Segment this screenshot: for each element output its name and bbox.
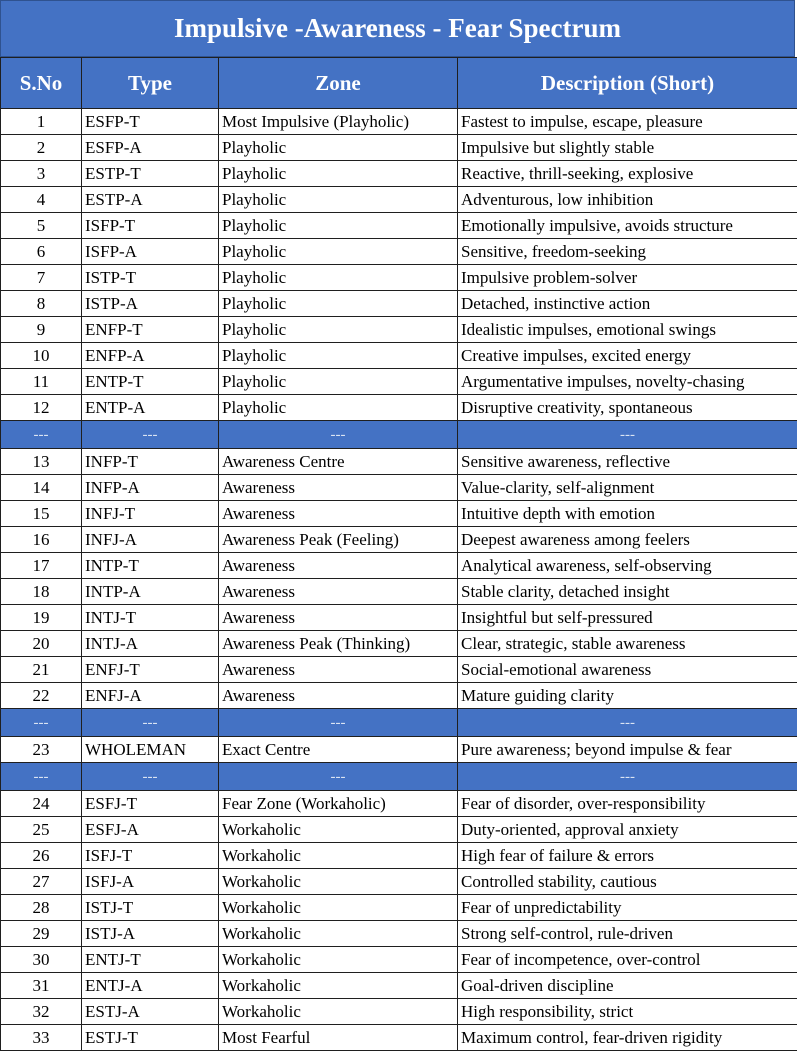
cell-type: ENFP-T	[82, 317, 219, 343]
cell-sno: 18	[1, 579, 82, 605]
cell-zone: Playholic	[219, 317, 458, 343]
cell-sno: 8	[1, 291, 82, 317]
cell-zone: Exact Centre	[219, 737, 458, 763]
separator-cell: ---	[82, 763, 219, 791]
cell-description: Insightful but self-pressured	[458, 605, 797, 631]
cell-sno: 25	[1, 817, 82, 843]
cell-sno: 2	[1, 135, 82, 161]
spectrum-table	[0, 57, 797, 1051]
cell-zone: Fear Zone (Workaholic)	[219, 791, 458, 817]
table-row	[1, 213, 797, 239]
cell-type: ISTP-T	[82, 265, 219, 291]
cell-sno: 16	[1, 527, 82, 553]
table-row	[1, 895, 797, 921]
cell-zone: Playholic	[219, 213, 458, 239]
cell-zone: Workaholic	[219, 973, 458, 999]
cell-zone: Awareness Peak (Thinking)	[219, 631, 458, 657]
cell-zone: Most Fearful	[219, 1025, 458, 1051]
cell-description: Fastest to impulse, escape, pleasure	[458, 109, 797, 135]
cell-description: Idealistic impulses, emotional swings	[458, 317, 797, 343]
cell-zone: Awareness	[219, 501, 458, 527]
cell-type: INTP-A	[82, 579, 219, 605]
separator-cell: ---	[219, 421, 458, 449]
cell-type: ESFP-T	[82, 109, 219, 135]
cell-type: INTJ-T	[82, 605, 219, 631]
cell-sno: 10	[1, 343, 82, 369]
cell-zone: Awareness	[219, 475, 458, 501]
table-row	[1, 869, 797, 895]
separator-row	[1, 709, 797, 737]
separator-row	[1, 421, 797, 449]
cell-zone: Most Impulsive (Playholic)	[219, 109, 458, 135]
cell-zone: Playholic	[219, 135, 458, 161]
cell-zone: Workaholic	[219, 817, 458, 843]
separator-cell: ---	[1, 421, 82, 449]
cell-type: INTP-T	[82, 553, 219, 579]
cell-type: ENTJ-A	[82, 973, 219, 999]
cell-type: ISTJ-T	[82, 895, 219, 921]
cell-type: INFP-A	[82, 475, 219, 501]
cell-type: ESFP-A	[82, 135, 219, 161]
cell-description: Adventurous, low inhibition	[458, 187, 797, 213]
table-row	[1, 817, 797, 843]
cell-zone: Playholic	[219, 395, 458, 421]
cell-description: High responsibility, strict	[458, 999, 797, 1025]
cell-description: Stable clarity, detached insight	[458, 579, 797, 605]
cell-sno: 7	[1, 265, 82, 291]
cell-type: ESTJ-T	[82, 1025, 219, 1051]
table-row	[1, 161, 797, 187]
cell-type: ESFJ-T	[82, 791, 219, 817]
cell-type: ENFJ-T	[82, 657, 219, 683]
cell-zone: Awareness	[219, 605, 458, 631]
cell-type: ESTP-A	[82, 187, 219, 213]
table-row	[1, 947, 797, 973]
cell-type: ESTJ-A	[82, 999, 219, 1025]
cell-description: Fear of incompetence, over-control	[458, 947, 797, 973]
cell-sno: 31	[1, 973, 82, 999]
cell-type: ENFJ-A	[82, 683, 219, 709]
cell-zone: Workaholic	[219, 869, 458, 895]
separator-cell: ---	[82, 421, 219, 449]
cell-sno: 22	[1, 683, 82, 709]
cell-type: ISTP-A	[82, 291, 219, 317]
cell-description: Fear of unpredictability	[458, 895, 797, 921]
cell-sno: 32	[1, 999, 82, 1025]
cell-sno: 6	[1, 239, 82, 265]
cell-zone: Playholic	[219, 291, 458, 317]
cell-sno: 13	[1, 449, 82, 475]
sheet-title: Impulsive -Awareness - Fear Spectrum	[0, 0, 795, 57]
cell-sno: 12	[1, 395, 82, 421]
table-row	[1, 657, 797, 683]
cell-zone: Workaholic	[219, 843, 458, 869]
cell-description: Intuitive depth with emotion	[458, 501, 797, 527]
cell-sno: 33	[1, 1025, 82, 1051]
cell-description: Reactive, thrill-seeking, explosive	[458, 161, 797, 187]
table-row	[1, 501, 797, 527]
cell-zone: Playholic	[219, 239, 458, 265]
cell-description: Pure awareness; beyond impulse & fear	[458, 737, 797, 763]
cell-description: Clear, strategic, stable awareness	[458, 631, 797, 657]
cell-zone: Workaholic	[219, 947, 458, 973]
cell-description: Creative impulses, excited energy	[458, 343, 797, 369]
cell-type: ENTP-A	[82, 395, 219, 421]
cell-sno: 1	[1, 109, 82, 135]
cell-description: Social-emotional awareness	[458, 657, 797, 683]
separator-cell: ---	[82, 709, 219, 737]
cell-type: ISFP-T	[82, 213, 219, 239]
cell-zone: Awareness Peak (Feeling)	[219, 527, 458, 553]
cell-description: Strong self-control, rule-driven	[458, 921, 797, 947]
cell-type: ENFP-A	[82, 343, 219, 369]
table-row	[1, 527, 797, 553]
cell-sno: 29	[1, 921, 82, 947]
table-row	[1, 343, 797, 369]
cell-description: Sensitive awareness, reflective	[458, 449, 797, 475]
cell-zone: Playholic	[219, 265, 458, 291]
table-row	[1, 553, 797, 579]
cell-sno: 9	[1, 317, 82, 343]
cell-type: ISFJ-A	[82, 869, 219, 895]
table-row	[1, 317, 797, 343]
table-row	[1, 369, 797, 395]
cell-type: INFJ-A	[82, 527, 219, 553]
cell-zone: Playholic	[219, 343, 458, 369]
cell-sno: 24	[1, 791, 82, 817]
table-row	[1, 265, 797, 291]
header-row	[1, 58, 797, 109]
cell-sno: 27	[1, 869, 82, 895]
cell-zone: Playholic	[219, 161, 458, 187]
cell-description: Sensitive, freedom-seeking	[458, 239, 797, 265]
table-row	[1, 791, 797, 817]
table-row	[1, 921, 797, 947]
cell-description: Disruptive creativity, spontaneous	[458, 395, 797, 421]
cell-description: Fear of disorder, over-responsibility	[458, 791, 797, 817]
table-row	[1, 475, 797, 501]
cell-sno: 4	[1, 187, 82, 213]
cell-zone: Workaholic	[219, 999, 458, 1025]
table-row	[1, 973, 797, 999]
cell-sno: 19	[1, 605, 82, 631]
cell-description: Detached, instinctive action	[458, 291, 797, 317]
cell-description: Impulsive problem-solver	[458, 265, 797, 291]
cell-sno: 21	[1, 657, 82, 683]
header-zone: Zone	[219, 58, 458, 109]
cell-zone: Awareness	[219, 683, 458, 709]
separator-cell: ---	[458, 763, 797, 791]
table-row	[1, 239, 797, 265]
cell-type: ENTP-T	[82, 369, 219, 395]
cell-type: INFP-T	[82, 449, 219, 475]
table-row	[1, 449, 797, 475]
table-row	[1, 843, 797, 869]
cell-description: Mature guiding clarity	[458, 683, 797, 709]
cell-type: ISFP-A	[82, 239, 219, 265]
cell-sno: 23	[1, 737, 82, 763]
cell-description: Impulsive but slightly stable	[458, 135, 797, 161]
cell-description: Maximum control, fear-driven rigidity	[458, 1025, 797, 1051]
cell-zone: Playholic	[219, 369, 458, 395]
table-body	[1, 109, 797, 1051]
cell-sno: 30	[1, 947, 82, 973]
table-row	[1, 737, 797, 763]
table-row	[1, 187, 797, 213]
cell-type: WHOLEMAN	[82, 737, 219, 763]
cell-sno: 20	[1, 631, 82, 657]
cell-type: ISFJ-T	[82, 843, 219, 869]
cell-sno: 28	[1, 895, 82, 921]
cell-type: INTJ-A	[82, 631, 219, 657]
table-row	[1, 109, 797, 135]
cell-sno: 26	[1, 843, 82, 869]
separator-cell: ---	[219, 709, 458, 737]
cell-zone: Workaholic	[219, 895, 458, 921]
cell-zone: Playholic	[219, 187, 458, 213]
cell-sno: 17	[1, 553, 82, 579]
cell-type: INFJ-T	[82, 501, 219, 527]
table-row	[1, 291, 797, 317]
separator-cell: ---	[458, 709, 797, 737]
table-row	[1, 579, 797, 605]
cell-zone: Awareness Centre	[219, 449, 458, 475]
separator-row	[1, 763, 797, 791]
table-row	[1, 395, 797, 421]
cell-description: Value-clarity, self-alignment	[458, 475, 797, 501]
cell-type: ESTP-T	[82, 161, 219, 187]
header-sno: S.No	[1, 58, 82, 109]
header-description: Description (Short)	[458, 58, 797, 109]
cell-zone: Workaholic	[219, 921, 458, 947]
header-type: Type	[82, 58, 219, 109]
cell-sno: 3	[1, 161, 82, 187]
table-row	[1, 999, 797, 1025]
cell-description: Analytical awareness, self-observing	[458, 553, 797, 579]
cell-description: Emotionally impulsive, avoids structure	[458, 213, 797, 239]
cell-zone: Awareness	[219, 657, 458, 683]
cell-description: Duty-oriented, approval anxiety	[458, 817, 797, 843]
cell-description: Deepest awareness among feelers	[458, 527, 797, 553]
separator-cell: ---	[1, 763, 82, 791]
cell-type: ESFJ-A	[82, 817, 219, 843]
cell-zone: Awareness	[219, 579, 458, 605]
table-row	[1, 1025, 797, 1051]
separator-cell: ---	[458, 421, 797, 449]
cell-sno: 5	[1, 213, 82, 239]
cell-zone: Awareness	[219, 553, 458, 579]
cell-description: Goal-driven discipline	[458, 973, 797, 999]
table-row	[1, 683, 797, 709]
table-header	[1, 58, 797, 109]
separator-cell: ---	[219, 763, 458, 791]
table-row	[1, 135, 797, 161]
cell-sno: 14	[1, 475, 82, 501]
cell-description: Controlled stability, cautious	[458, 869, 797, 895]
table-row	[1, 605, 797, 631]
cell-sno: 11	[1, 369, 82, 395]
cell-sno: 15	[1, 501, 82, 527]
cell-type: ENTJ-T	[82, 947, 219, 973]
cell-type: ISTJ-A	[82, 921, 219, 947]
table-row	[1, 631, 797, 657]
cell-description: High fear of failure & errors	[458, 843, 797, 869]
cell-description: Argumentative impulses, novelty-chasing	[458, 369, 797, 395]
separator-cell: ---	[1, 709, 82, 737]
